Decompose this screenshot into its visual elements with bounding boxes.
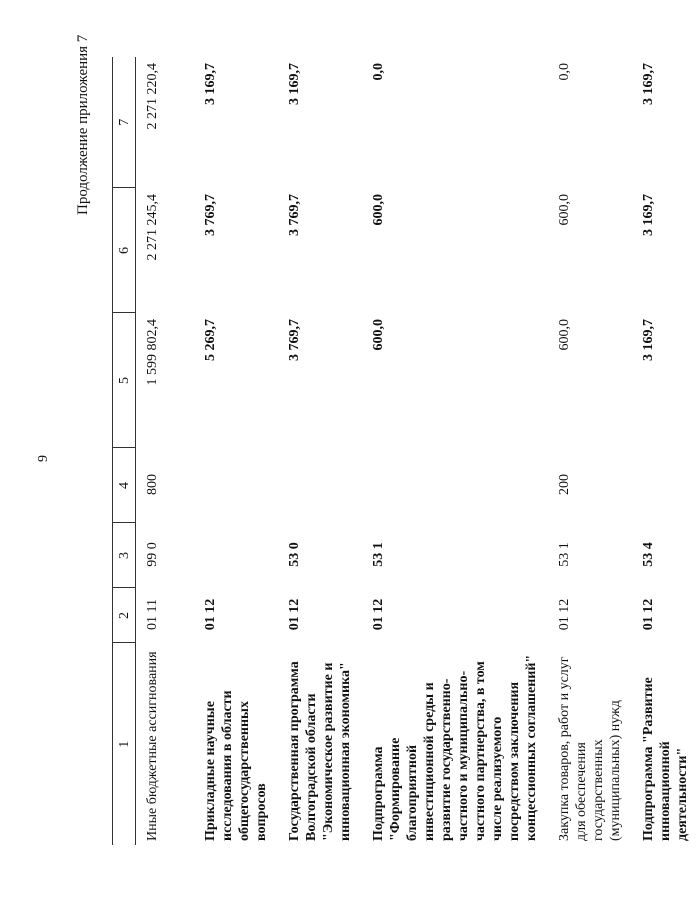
continuation-label: Продолжение приложения 7 [75, 34, 91, 215]
row-type [362, 448, 548, 523]
row-value-5: 3 169,7 [640, 319, 656, 361]
row-section: 01 11 [145, 599, 160, 630]
row-value-6: 600,0 [370, 194, 386, 226]
row-target: 99 0 [145, 542, 160, 567]
header-cell: 2 [113, 588, 136, 643]
row-value-6: 3 769,7 [202, 194, 218, 236]
row-target: 53 1 [556, 542, 572, 567]
header-cell: 7 [113, 57, 136, 188]
row-target [194, 523, 278, 588]
row-value-5: 3 769,7 [286, 319, 302, 361]
row-target: 53 0 [286, 542, 302, 567]
row-section: 01 12 [640, 598, 656, 631]
row-value-6: 2 271 245,4 [145, 194, 160, 261]
table-row [194, 57, 278, 845]
row-type [632, 448, 699, 523]
row-value-6: 3 169,7 [640, 194, 656, 236]
row-name: Иные бюджетные ассигнования [145, 651, 160, 841]
row-value-7: 0,0 [370, 63, 386, 81]
row-value-6: 600,0 [556, 194, 572, 226]
table-row [632, 57, 699, 845]
header-cell: 5 [113, 313, 136, 448]
row-value-5: 600,0 [556, 319, 572, 351]
table-row [362, 57, 548, 845]
row-section: 01 12 [286, 598, 302, 631]
row-name: Подпрограмма "Формирование благоприятной инвестиционной среды и развитие государственно-частного и муниципально-частного партнерства, в том числе реализуемого посредством заключения концессионных соглашений" [370, 654, 539, 841]
page-number: 9 [36, 455, 51, 462]
row-name: Подпрограмма "Развитие инновационной деятельности" [640, 677, 690, 841]
row-value-7: 3 169,7 [286, 63, 302, 105]
row-section: 01 12 [202, 598, 218, 631]
row-type: 800 [145, 474, 160, 495]
row-type [194, 448, 278, 523]
header-cell: 4 [113, 448, 136, 523]
header-cell: 1 [113, 643, 136, 845]
row-value-5: 600,0 [370, 319, 386, 351]
row-name: Закупка товаров, работ и услуг для обеспечения государственных (муниципальных) нужд [556, 656, 623, 841]
budget-table [112, 57, 699, 845]
row-section: 01 12 [556, 598, 572, 631]
row-value-5: 1 599 802,4 [145, 319, 160, 386]
row-type: 200 [556, 474, 572, 495]
row-value-5: 5 269,7 [202, 319, 218, 361]
row-value-7: 3 169,7 [202, 63, 218, 105]
row-name: Прикладные научные исследования в области общегосударственных вопросов [202, 690, 269, 841]
row-value-7: 3 169,7 [640, 63, 656, 105]
row-target: 53 4 [640, 542, 656, 567]
row-type [278, 448, 362, 523]
table-row [548, 57, 632, 845]
row-value-7: 2 271 220,4 [145, 63, 160, 130]
table-row [136, 57, 194, 845]
header-cell: 6 [113, 188, 136, 313]
header-cell: 3 [113, 523, 136, 588]
row-value-6: 3 769,7 [286, 194, 302, 236]
table-row [278, 57, 362, 845]
row-target: 53 1 [370, 542, 386, 567]
row-section: 01 12 [370, 598, 386, 631]
header-row [113, 57, 136, 845]
row-value-7: 0,0 [556, 63, 572, 81]
row-name: Государственная программа Волгоградской области "Экономическое развитие и инновационная экономика" [286, 661, 353, 841]
